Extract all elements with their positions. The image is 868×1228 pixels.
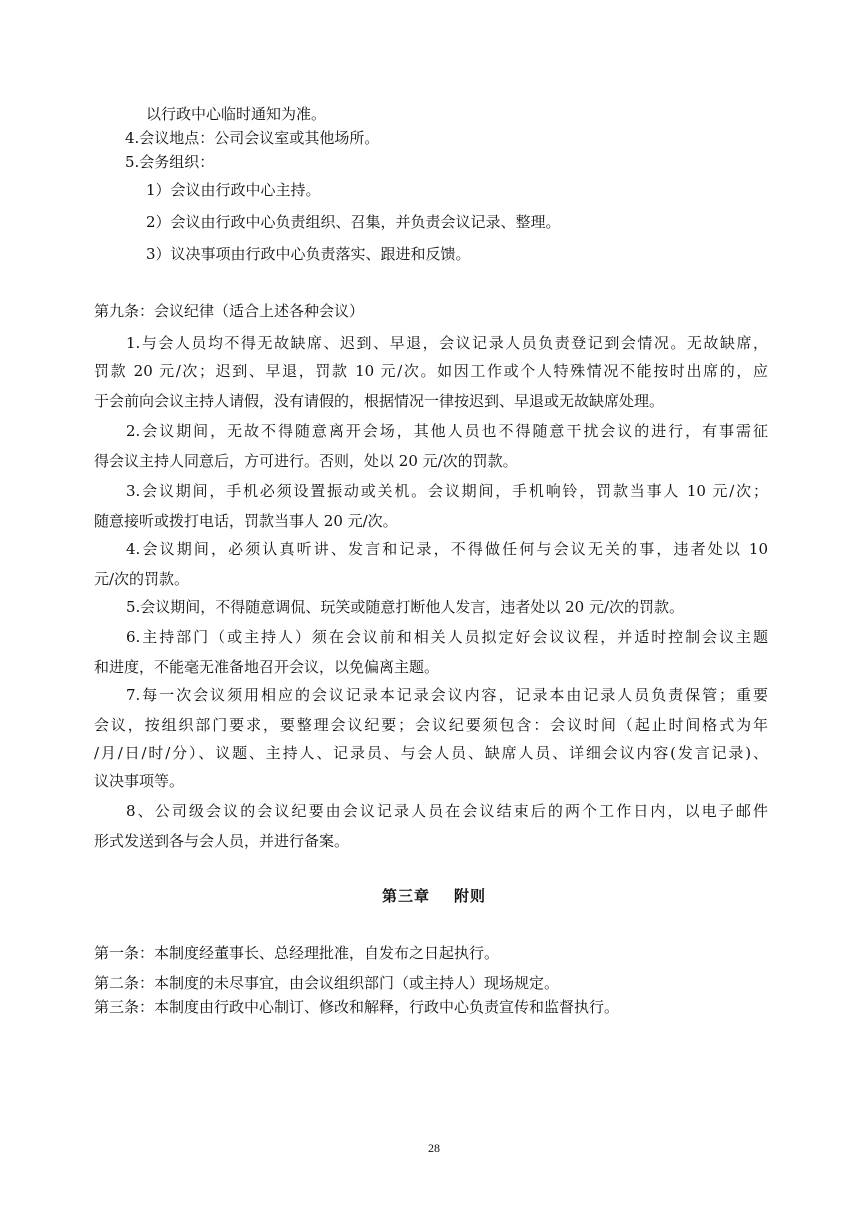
rule-line: 随意接听或拨打电话，罚款当事人 20 元/次。 (94, 512, 398, 530)
rule-line: 罚款 20 元/次；迟到、早退，罚款 10 元/次。如因工作或个人特殊情况不能按时出席的，应 (94, 362, 768, 380)
rule-line: 形式发送到各与会人员，并进行备案。 (94, 832, 350, 850)
chapter-label: 第三章 (381, 887, 430, 905)
rule-line: 8、公司级会议的会议纪要由会议记录人员在会议结束后的两个工作日内，以电子邮件 (126, 802, 768, 820)
rule-line: 2.会议期间，无故不得随意离开会场，其他人员也不得随意干扰会议的进行，有事需征 (126, 422, 768, 440)
org-item-3: 3）议决事项由行政中心负责落实、跟进和反馈。 (146, 245, 471, 263)
rule-line: 会议，按组织部门要求，要整理会议纪要；会议纪要须包含：会议时间（起止时间格式为年 (94, 716, 768, 734)
rule-line: /月/日/时/分）、议题、主持人、记录员、与会人员、缺席人员、详细会议内容(发言记录)、 (94, 744, 768, 762)
article9-heading: 第九条：会议纪律（适合上述各种会议） (94, 302, 365, 320)
rule-line: 5.会议期间，不得随意调侃、玩笑或随意打断他人发言，违者处以 20 元/次的罚款。 (126, 598, 684, 616)
org-item-2: 2）会议由行政中心负责组织、召集，并负责会议记录、整理。 (146, 213, 561, 231)
rule-line: 4.会议期间，必须认真听讲、发言和记录，不得做任何与会议无关的事，违者处以 10 (126, 540, 768, 558)
rule-line: 议决事项等。 (94, 772, 185, 790)
org-item-1: 1）会议由行政中心主持。 (146, 181, 321, 199)
rule-line: 于会前向会议主持人请假，没有请假的，根据情况一律按迟到、早退或无故缺席处理。 (94, 392, 665, 410)
rule-line: 元/次的罚款。 (94, 570, 190, 588)
rule-line: 3.会议期间，手机必须设置振动或关机。会议期间，手机响铃，罚款当事人 10 元/次； (126, 482, 768, 500)
rule-line: 7.每一次会议须用相应的会议记录本记录会议内容，记录本由记录人员负责保管；重要 (126, 686, 768, 704)
chapter3-article-1: 第一条：本制度经董事长、总经理批准，自发布之日起执行。 (94, 944, 500, 962)
chapter-title: 附则 (454, 887, 487, 905)
chapter-heading (0, 885, 868, 906)
meeting-organization-heading: 5.会务组织： (125, 153, 215, 171)
rule-line: 1.与会人员均不得无故缺席、迟到、早退，会议记录人员负责登记到会情况。无故缺席， (126, 334, 768, 352)
continuation-line: 以行政中心临时通知为准。 (146, 105, 327, 123)
rule-line: 6.主持部门（或主持人）须在会议前和相关人员拟定好会议议程，并适时控制会议主题 (126, 628, 768, 646)
page-number: 28 (428, 1141, 440, 1155)
chapter3-article-2: 第二条：本制度的未尽事宜，由会议组织部门（或主持人）现场规定。 (94, 974, 560, 992)
rule-line: 得会议主持人同意后，方可进行。否则，处以 20 元/次的罚款。 (94, 452, 518, 470)
meeting-location: 4.会议地点：公司会议室或其他场所。 (125, 129, 380, 147)
rule-line: 和进度，不能毫无准备地召开会议，以免偏离主题。 (94, 658, 440, 676)
chapter3-article-3: 第三条：本制度由行政中心制订、修改和解释，行政中心负责宣传和监督执行。 (94, 998, 620, 1016)
